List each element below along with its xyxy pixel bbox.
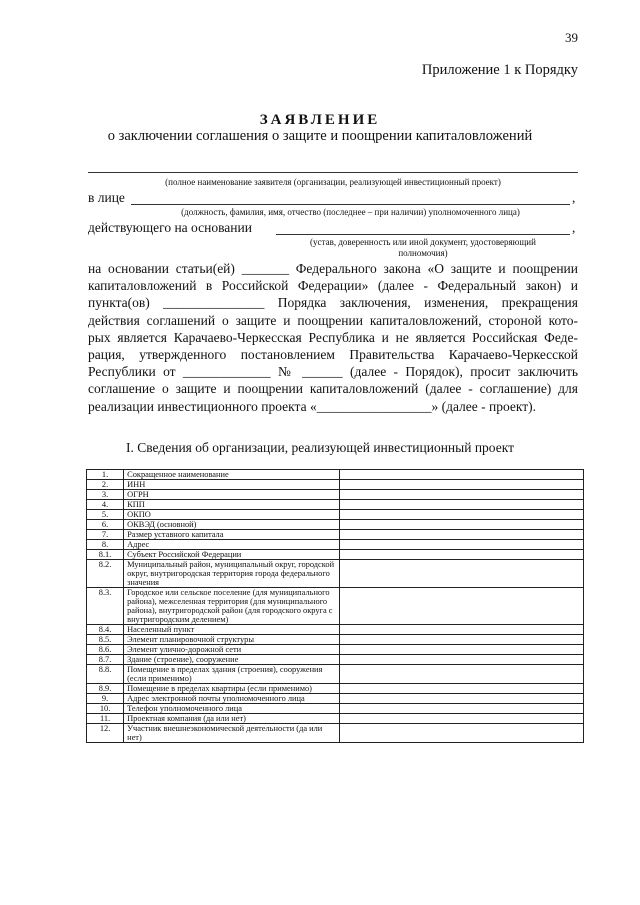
row-number: 8.4. <box>87 625 124 635</box>
table-row <box>87 540 584 550</box>
row-field-name: Помещение в пределах квартиры (если применимо) <box>124 684 340 694</box>
applicant-hint: (полное наименование заявителя (организации, реализующей инвестиционный проект) <box>165 177 501 187</box>
row-value-cell[interactable] <box>339 470 583 480</box>
acting-basis-label: действующего на основании <box>88 220 252 235</box>
row-number: 8.7. <box>87 655 124 665</box>
table-row <box>87 694 584 704</box>
row-number: 2. <box>87 480 124 490</box>
table-row <box>87 714 584 724</box>
table-row <box>87 635 584 645</box>
row-value-cell[interactable] <box>339 724 583 743</box>
appendix-label: Приложение 1 к Порядку <box>421 62 578 78</box>
applicant-name-line <box>88 172 578 173</box>
basis-hint-line-2: полномочия) <box>398 248 448 258</box>
row-value-cell[interactable] <box>339 645 583 655</box>
row-number: 11. <box>87 714 124 724</box>
row-value-cell[interactable] <box>339 530 583 540</box>
row-field-name: Субъект Российской Федерации <box>124 550 340 560</box>
row-number: 8.8. <box>87 665 124 684</box>
section-title: I. Сведения об организации, реализующей инвестиционный проект <box>126 440 514 455</box>
table-row <box>87 470 584 480</box>
page-number: 39 <box>565 30 578 45</box>
document-subtitle: о заключении соглашения о защите и поощрении капиталовложений <box>107 128 533 144</box>
row-field-name: Адрес <box>124 540 340 550</box>
row-field-name: ОКПО <box>124 510 340 520</box>
table-row <box>87 588 584 625</box>
person-hint: (должность, фамилия, имя, отчество (последнее – при наличии) уполномоченного лица) <box>181 207 520 217</box>
row-value-cell[interactable] <box>339 588 583 625</box>
row-field-name: Размер уставного капитала <box>124 530 340 540</box>
paragraph-line: реализации инвестиционного проекта «_________________» (далее - проект). <box>88 398 537 414</box>
row-value-cell[interactable] <box>339 510 583 520</box>
table-row <box>87 684 584 694</box>
in-person-label: в лице <box>88 190 125 205</box>
table-row <box>87 500 584 510</box>
row-number: 3. <box>87 490 124 500</box>
table-row <box>87 655 584 665</box>
basis-hint-line-1: (устав, доверенность или иной документ, удостоверяющий <box>310 237 536 247</box>
row-number: 8.6. <box>87 645 124 655</box>
row-value-cell[interactable] <box>339 560 583 588</box>
in-person-line <box>131 204 570 205</box>
table-row <box>87 510 584 520</box>
row-value-cell[interactable] <box>339 665 583 684</box>
table-row <box>87 665 584 684</box>
table-row <box>87 645 584 655</box>
row-field-name: Телефон уполномоченного лица <box>124 704 340 714</box>
row-number: 8.2. <box>87 560 124 588</box>
paragraph-line: Республики от _____________ № ______ (далее - Порядок), просит заключить <box>88 364 578 380</box>
acting-basis-line <box>276 234 570 235</box>
row-field-name: Помещение в пределах здания (строения), сооружения (если применимо) <box>124 665 340 684</box>
row-value-cell[interactable] <box>339 684 583 694</box>
row-field-name: ИНН <box>124 480 340 490</box>
row-number: 8.3. <box>87 588 124 625</box>
row-value-cell[interactable] <box>339 500 583 510</box>
row-field-name: Элемент улично-дорожной сети <box>124 645 340 655</box>
row-number: 6. <box>87 520 124 530</box>
row-value-cell[interactable] <box>339 625 583 635</box>
row-number: 8.5. <box>87 635 124 645</box>
row-value-cell[interactable] <box>339 480 583 490</box>
table-row <box>87 480 584 490</box>
table-row <box>87 724 584 743</box>
row-field-name: Адрес электронной почты уполномоченного лица <box>124 694 340 704</box>
paragraph-line: на основании статьи(ей) _______ Федерального закона «О защите и поощрении <box>88 261 578 276</box>
organization-info-table <box>86 469 584 743</box>
row-field-name: ОКВЭД (основной) <box>124 520 340 530</box>
row-field-name: Городское или сельское поселение (для муниципального района), межселенная территория (для муниципального района), внутригородской район (для городского округа с внутригородским делением) <box>124 588 340 625</box>
row-field-name: Населенный пункт <box>124 625 340 635</box>
table-row <box>87 704 584 714</box>
row-value-cell[interactable] <box>339 520 583 530</box>
table-row <box>87 530 584 540</box>
row-value-cell[interactable] <box>339 714 583 724</box>
row-field-name: Элемент планировочной структуры <box>124 635 340 645</box>
row-value-cell[interactable] <box>339 704 583 714</box>
row-value-cell[interactable] <box>339 694 583 704</box>
row-field-name: ОГРН <box>124 490 340 500</box>
row-number: 4. <box>87 500 124 510</box>
row-field-name: Проектная компания (да или нет) <box>124 714 340 724</box>
row-number: 8.9. <box>87 684 124 694</box>
document-title: ЗАЯВЛЕНИЕ <box>259 112 381 128</box>
paragraph-line: рация, утвержденного постановлением Правительства Карачаево-Черкесской <box>88 347 578 363</box>
paragraph-line: рых является Карачаево-Черкесская Республика и не является Российская Феде- <box>88 329 578 345</box>
paragraph-line: действия соглашений о защите и поощрении капиталовложений, стороной кото- <box>88 312 578 328</box>
table-row <box>87 520 584 530</box>
table-row <box>87 550 584 560</box>
in-person-comma: , <box>572 190 576 205</box>
row-value-cell[interactable] <box>339 550 583 560</box>
row-value-cell[interactable] <box>339 540 583 550</box>
row-number: 5. <box>87 510 124 520</box>
row-number: 12. <box>87 724 124 743</box>
paragraph-line: соглашение о защите и поощрении капиталовложений (далее - соглашение) для <box>88 381 578 397</box>
row-field-name: Сокращенное наименование <box>124 470 340 480</box>
row-number: 10. <box>87 704 124 714</box>
row-field-name: Муниципальный район, муниципальный округ, городской округ, внутригородская территория города федерального значения <box>124 560 340 588</box>
paragraph-line: капиталовложений в Российской Федерации» (далее - Федеральный закон) и <box>88 278 578 294</box>
row-field-name: Здание (строение), сооружение <box>124 655 340 665</box>
acting-basis-comma: , <box>572 220 576 235</box>
row-number: 8. <box>87 540 124 550</box>
request-paragraph <box>88 260 578 415</box>
row-number: 7. <box>87 530 124 540</box>
paragraph-line: пункта(ов) _______________ Порядка заключения, изменения, прекращения <box>88 295 578 311</box>
row-value-cell[interactable] <box>339 490 583 500</box>
row-field-name: КПП <box>124 500 340 510</box>
row-field-name: Участник внешнеэкономической деятельности (да или нет) <box>124 724 340 743</box>
row-number: 1. <box>87 470 124 480</box>
row-number: 9. <box>87 694 124 704</box>
table-row <box>87 625 584 635</box>
table-row <box>87 560 584 588</box>
row-number: 8.1. <box>87 550 124 560</box>
row-value-cell[interactable] <box>339 655 583 665</box>
row-value-cell[interactable] <box>339 635 583 645</box>
table-row <box>87 490 584 500</box>
